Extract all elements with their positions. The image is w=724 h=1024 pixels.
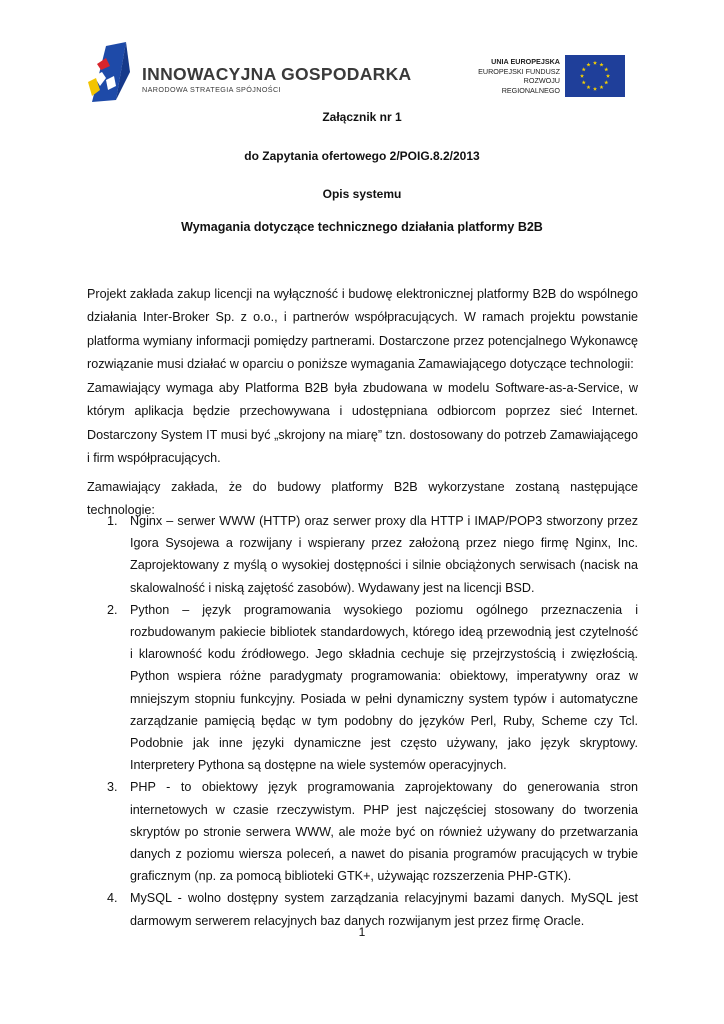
list-item-number: 1. [107, 514, 118, 528]
document-subtitle: Wymagania dotyczące technicznego działania platformy B2B [181, 220, 543, 234]
technologies-intro: Zamawiający zakłada, że do budowy platformy B2B wykorzystane zostaną następujące technologie: [87, 480, 638, 518]
eu-flag-icon [565, 55, 625, 97]
list-item-number: 4. [107, 891, 118, 906]
eu-line-1: UNIA EUROPEJSKA [491, 57, 560, 66]
saas-paragraph: Zamawiający wymaga aby Platforma B2B była zbudowana w modelu Software-as-a-Service, w którym aplikacja będzie przechowywana i udostępniana odbiorcom poprzez sieć Internet. Dostarczony System IT musi być „skrojony na miarę” tzn. dostosowany do potrzeb Zamawiającego i firm współpracujących. [87, 381, 638, 466]
eu-fund-logo [470, 55, 628, 99]
eu-fund-text [470, 57, 560, 95]
emblem-icon [86, 42, 132, 108]
list-item-text: Python – język programowania wysokiego poziomu ogólnego przeznaczenia i rozbudowanym pakiecie bibliotek standardowych, którego ideą przewodnią jest czytelność i klarowność kodu źródłowego. Jego składnia cechuje się przejrzystością i zwięzłością. Python wspiera różne paradygmaty programowania: obiektowy, imperatywny oraz w mniejszym stopniu funkcyjny. Posiada w pełni dynamiczny system typów i automatyczne zarządzanie pamięcią będąc w tym podobny do języków Perl, Ruby, Scheme czy Tcl. Podobnie jak inne języki dynamiczne jest często używany, jako język skryptowy. Interpretery Pythona są dostępne na wiele systemów operacyjnych. [130, 602, 638, 773]
page-number: 1 [358, 925, 366, 939]
innowacyjna-gospodarka-logo [86, 42, 412, 108]
list-item-text: PHP - to obiektowy język programowania zaprojektowany do generowania stron internetowych w czasie rzeczywistym. PHP jest najczęściej stosowany do tworzenia skryptów po stronie serwera WWW, ale może być on również używany do przetwarzania danych z poziomu wiersza poleceń, a nawet do pisania programów pracujących w trybie graficznym (np. za pomocą biblioteki GTK+, używając rozszerzenia PHP-GTK). [130, 780, 638, 884]
list-item-number: 2. [107, 602, 118, 617]
eu-line-2: EUROPEJSKI FUNDUSZ [478, 66, 560, 76]
eu-line-3: ROZWOJU REGIONALNEGO [501, 76, 560, 95]
list-item [87, 510, 638, 599]
list-item [87, 776, 638, 887]
reference-heading: do Zapytania ofertowego 2/POIG.8.2/2013 [244, 149, 480, 163]
list-item-number: 3. [107, 780, 118, 795]
logo-subtitle: NARODOWA STRATEGIA SPÓJNOŚCI [142, 85, 281, 94]
section-title: Opis systemu [322, 187, 402, 201]
technologies-list [87, 510, 638, 932]
intro-paragraph: Projekt zakłada zakup licencji na wyłączność i budowę elektronicznej platformy B2B do wspólnego działania Inter-Broker Sp. z o.o., i partnerów współpracujących. W ramach projektu powstanie platforma wymiany informacji pomiędzy partnerami. Dostarczone przez potencjalnego Wykonawcę rozwiązanie musi działać w oparciu o poniższe wymagania Zamawiającego dotyczące technologii: [87, 287, 638, 372]
list-item-text: MySQL - wolno dostępny system zarządzania relacyjnymi bazami danych. MySQL jest darmowym serwerem relacyjnych baz danych rozwijanym jest przez firmę Oracle. [130, 891, 638, 928]
list-item-text: Nginx – serwer WWW (HTTP) oraz serwer proxy dla HTTP i IMAP/POP3 stworzony przez Igora Sysojewa a rozwijany i wspierany przez założoną przez niego firmę Nginx, Inc. Zaprojektowany z myślą o wysokiej dostępności i silnie obciążonych serwisach (nacisk na skalowalność i niską zajętość zasobów). Wydawany jest na licencji BSD. [130, 514, 638, 595]
logo-title: INNOWACYJNA GOSPODARKA [142, 64, 412, 84]
annex-heading: Załącznik nr 1 [322, 110, 402, 124]
list-item [87, 599, 638, 777]
